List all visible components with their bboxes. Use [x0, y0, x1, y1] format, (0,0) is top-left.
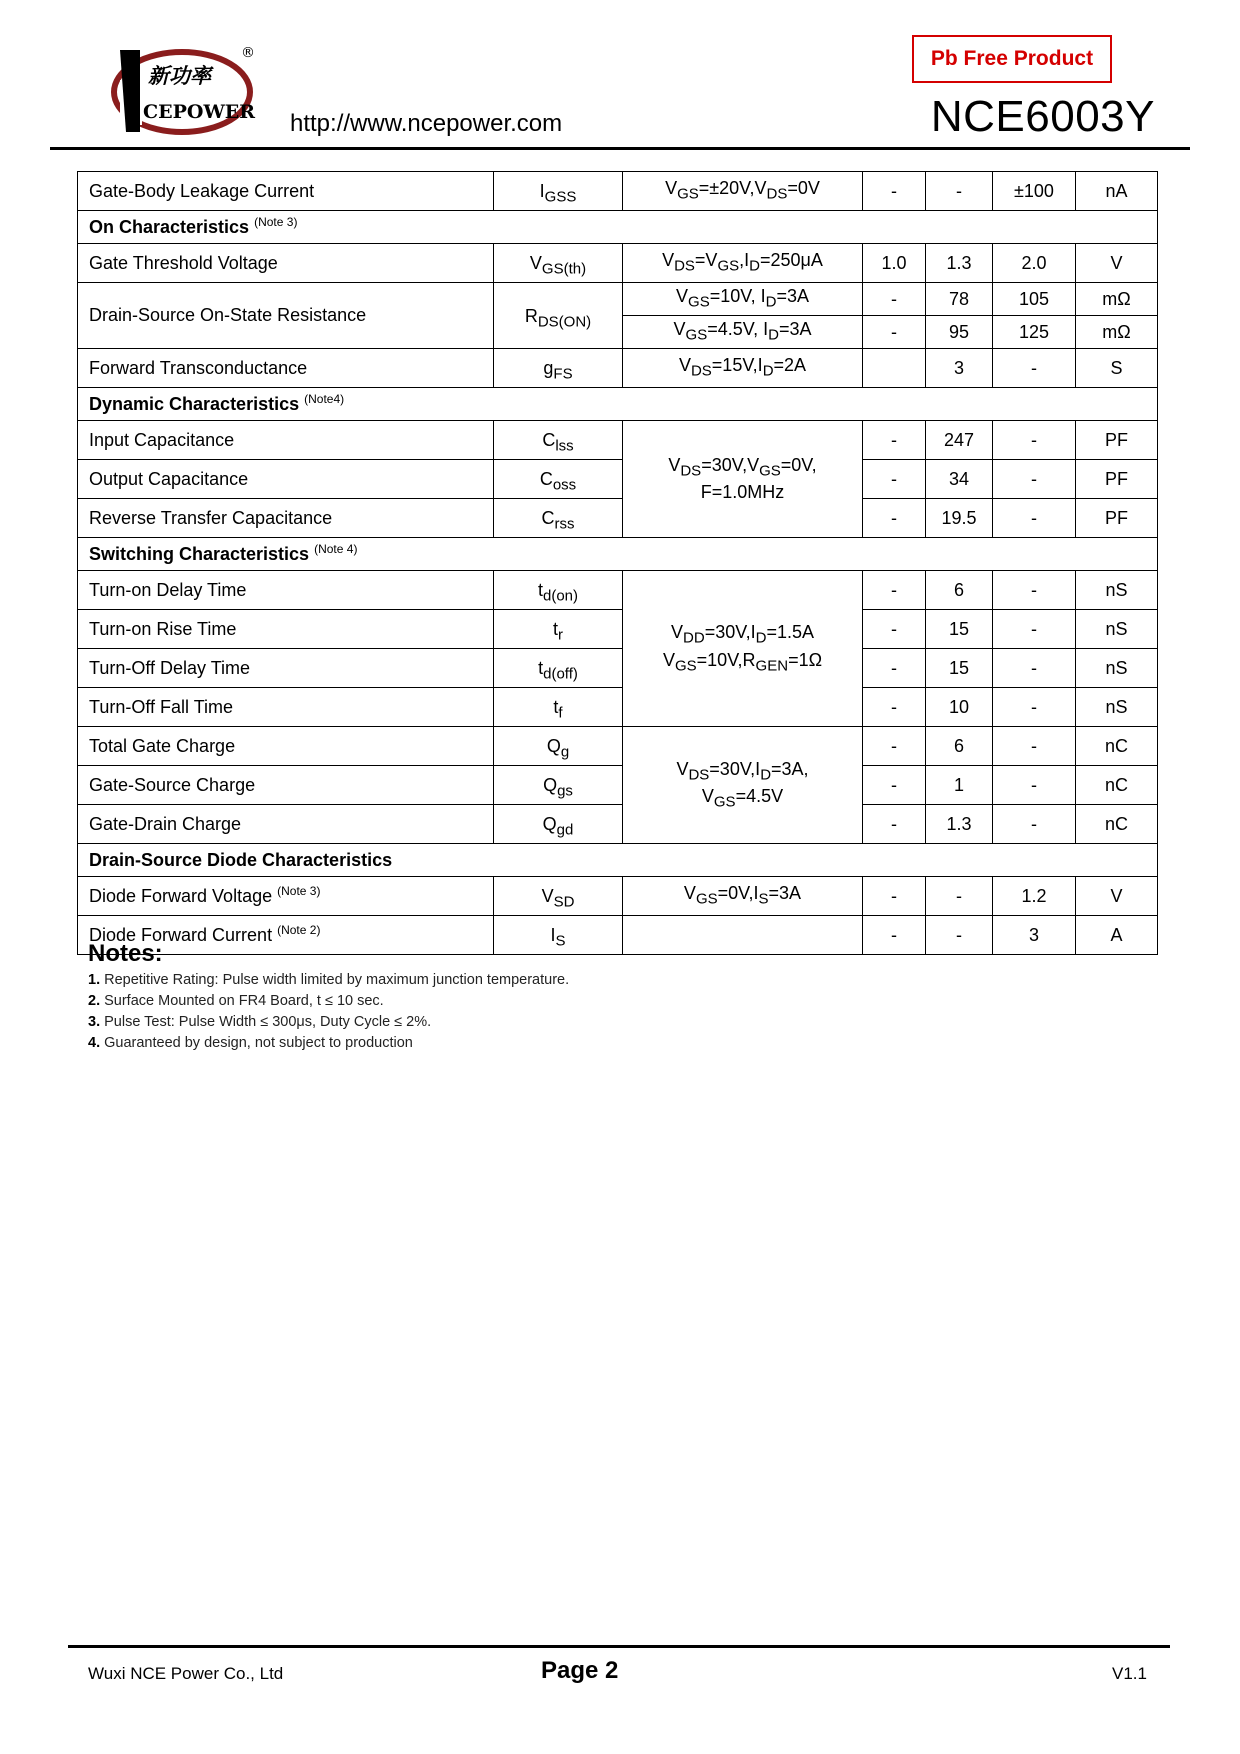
param-name: Turn-on Rise Time: [78, 610, 494, 649]
unit: PF: [1076, 421, 1158, 460]
symbol-cell: $t_{d(on)}$: [494, 571, 623, 610]
min-value: 1.0: [863, 244, 926, 283]
table-row: [78, 688, 1158, 727]
symbol-cell: $Q_{gs}$: [494, 766, 623, 805]
min-value: -: [863, 766, 926, 805]
param-name: Gate-Drain Charge: [78, 805, 494, 844]
param-name: Diode Forward Current $^{(Note 2)}$: [78, 916, 494, 955]
max-value: ±100: [993, 172, 1076, 211]
max-value: 1.2: [993, 877, 1076, 916]
section-row: [78, 388, 1158, 421]
section-heading: Dynamic Characteristics $^{(Note4)}$: [78, 388, 1158, 421]
notes-list: [88, 970, 569, 1054]
param-name: Drain-Source On-State Resistance: [78, 283, 494, 349]
typ-value: 10: [926, 688, 993, 727]
test-condition: $V_{GS}=10V$, $I_D=3A$: [623, 283, 863, 316]
symbol-cell: $g_{FS}$: [494, 349, 623, 388]
min-value: -: [863, 571, 926, 610]
test-condition: $V_{GS}=\pm 20V,V_{DS}=0V$: [623, 172, 863, 211]
table-row: [78, 727, 1158, 766]
table-row: [78, 649, 1158, 688]
test-condition: $V_{DS}=V_{GS},I_D=250\mu A$: [623, 244, 863, 283]
max-value: -: [993, 499, 1076, 538]
symbol-cell: $Q_g$: [494, 727, 623, 766]
typ-value: 247: [926, 421, 993, 460]
table-row: [78, 805, 1158, 844]
min-value: -: [863, 283, 926, 316]
test-condition: $V_{DS}=15V,I_D=2A$: [623, 349, 863, 388]
unit: nC: [1076, 805, 1158, 844]
test-condition: [623, 916, 863, 955]
min-value: -: [863, 421, 926, 460]
param-name: Gate-Source Charge: [78, 766, 494, 805]
min-value: -: [863, 649, 926, 688]
table-row: [78, 877, 1158, 916]
symbol-cell: $t_f$: [494, 688, 623, 727]
param-name: Forward Transconductance: [78, 349, 494, 388]
symbol-cell: $Q_{gd}$: [494, 805, 623, 844]
typ-value: 19.5: [926, 499, 993, 538]
header-divider: [50, 147, 1190, 150]
max-value: -: [993, 610, 1076, 649]
page-number: Page 2: [541, 1657, 619, 1684]
unit: V: [1076, 244, 1158, 283]
symbol-cell: $C_{lss}$: [494, 421, 623, 460]
table-row: [78, 610, 1158, 649]
table-row: [78, 499, 1158, 538]
section-row: [78, 211, 1158, 244]
unit: nS: [1076, 610, 1158, 649]
table-row: [78, 349, 1158, 388]
max-value: -: [993, 421, 1076, 460]
typ-value: -: [926, 916, 993, 955]
typ-value: 15: [926, 649, 993, 688]
unit: nS: [1076, 688, 1158, 727]
min-value: -: [863, 727, 926, 766]
unit: nS: [1076, 571, 1158, 610]
table-row: [78, 421, 1158, 460]
table-row: [78, 916, 1158, 955]
max-value: 3: [993, 916, 1076, 955]
section-heading: Drain-Source Diode Characteristics: [78, 844, 1158, 877]
param-name: Gate Threshold Voltage: [78, 244, 494, 283]
typ-value: 1: [926, 766, 993, 805]
param-name: Diode Forward Voltage $^{(Note 3)}$: [78, 877, 494, 916]
typ-value: 6: [926, 571, 993, 610]
min-value: [863, 349, 926, 388]
max-value: -: [993, 649, 1076, 688]
min-value: -: [863, 610, 926, 649]
max-value: -: [993, 460, 1076, 499]
logo-chinese-text: 新功率: [148, 64, 211, 88]
section-row: [78, 844, 1158, 877]
logo-english-text: CEPOWER: [143, 101, 256, 123]
unit: nA: [1076, 172, 1158, 211]
unit: nS: [1076, 649, 1158, 688]
table-row: [78, 460, 1158, 499]
note-item: 2. Surface Mounted on FR4 Board, t ≤ 10 sec.: [88, 993, 384, 1009]
test-condition: $V_{GS}=4.5V$, $I_D=3A$: [623, 316, 863, 349]
param-name: Output Capacitance: [78, 460, 494, 499]
min-value: -: [863, 460, 926, 499]
symbol-cell: $I_{GSS}$: [494, 172, 623, 211]
symbol-cell: $t_r$: [494, 610, 623, 649]
max-value: 105: [993, 283, 1076, 316]
table-row: [78, 571, 1158, 610]
table-row: [78, 244, 1158, 283]
symbol-cell: $C_{rss}$: [494, 499, 623, 538]
notes-heading: Notes:: [88, 940, 163, 967]
symbol-cell: $V_{SD}$: [494, 877, 623, 916]
param-name: Total Gate Charge: [78, 727, 494, 766]
min-value: -: [863, 172, 926, 211]
typ-value: -: [926, 172, 993, 211]
website-url[interactable]: http://www.ncepower.com: [290, 110, 563, 137]
min-value: -: [863, 316, 926, 349]
max-value: 125: [993, 316, 1076, 349]
electrical-characteristics-table: [77, 171, 1158, 955]
typ-value: 34: [926, 460, 993, 499]
max-value: 2.0: [993, 244, 1076, 283]
table-row: [78, 766, 1158, 805]
typ-value: -: [926, 877, 993, 916]
test-condition: $V_{GS}=0V,I_S=3A$: [623, 877, 863, 916]
unit: nC: [1076, 727, 1158, 766]
min-value: -: [863, 499, 926, 538]
max-value: -: [993, 805, 1076, 844]
unit: PF: [1076, 499, 1158, 538]
symbol-cell: $C_{oss}$: [494, 460, 623, 499]
table-row: [78, 283, 1158, 316]
footer-divider: [68, 1645, 1170, 1648]
typ-value: 95: [926, 316, 993, 349]
typ-value: 1.3: [926, 805, 993, 844]
param-name: Turn-Off Delay Time: [78, 649, 494, 688]
table-row: [78, 172, 1158, 211]
max-value: -: [993, 349, 1076, 388]
section-row: [78, 538, 1158, 571]
param-name: Reverse Transfer Capacitance: [78, 499, 494, 538]
section-heading: Switching Characteristics $^{(Note 4)}$: [78, 538, 1158, 571]
min-value: -: [863, 688, 926, 727]
max-value: -: [993, 727, 1076, 766]
part-number: NCE6003Y: [930, 92, 1155, 141]
unit: mΩ: [1076, 316, 1158, 349]
min-value: -: [863, 805, 926, 844]
symbol-cell: $V_{GS(th)}$: [494, 244, 623, 283]
test-condition: $V_{DS}=30V,I_D=3A$, $V_{GS}=4.5V$: [623, 727, 863, 844]
param-name: Turn-Off Fall Time: [78, 688, 494, 727]
param-name: Input Capacitance: [78, 421, 494, 460]
unit: V: [1076, 877, 1158, 916]
note-item: 3. Pulse Test: Pulse Width ≤ 300μs, Duty Cycle ≤ 2%.: [88, 1014, 432, 1030]
pb-free-badge: Pb Free Product: [912, 35, 1112, 83]
max-value: -: [993, 766, 1076, 805]
typ-value: 15: [926, 610, 993, 649]
company-logo: [108, 40, 258, 140]
registered-mark: ®: [241, 45, 255, 61]
test-condition: $V_{DS}=30V,V_{GS}=0V$, F=1.0MHz: [623, 421, 863, 538]
footer-company: Wuxi NCE Power Co., Ltd: [88, 1664, 284, 1683]
min-value: -: [863, 916, 926, 955]
symbol-cell: $I_S$: [494, 916, 623, 955]
param-name: Gate-Body Leakage Current: [78, 172, 494, 211]
typ-value: 78: [926, 283, 993, 316]
section-heading: On Characteristics $^{(Note 3)}$: [78, 211, 1158, 244]
note-item: 4. Guaranteed by design, not subject to production: [88, 1035, 413, 1051]
param-name: Turn-on Delay Time: [78, 571, 494, 610]
note-item: 1. Repetitive Rating: Pulse width limited by maximum junction temperature.: [88, 972, 570, 988]
document-version: V1.1: [1112, 1664, 1147, 1683]
max-value: -: [993, 571, 1076, 610]
unit: nC: [1076, 766, 1158, 805]
max-value: -: [993, 688, 1076, 727]
unit: PF: [1076, 460, 1158, 499]
symbol-cell: $R_{DS(ON)}$: [494, 283, 623, 349]
unit: S: [1076, 349, 1158, 388]
typ-value: 3: [926, 349, 993, 388]
symbol-cell: $t_{d(off)}$: [494, 649, 623, 688]
typ-value: 1.3: [926, 244, 993, 283]
typ-value: 6: [926, 727, 993, 766]
test-condition: $V_{DD}=30V,I_D=1.5A$ $V_{GS}=10V,R_{GEN}=1\Omega$: [623, 571, 863, 727]
unit: mΩ: [1076, 283, 1158, 316]
unit: A: [1076, 916, 1158, 955]
min-value: -: [863, 877, 926, 916]
